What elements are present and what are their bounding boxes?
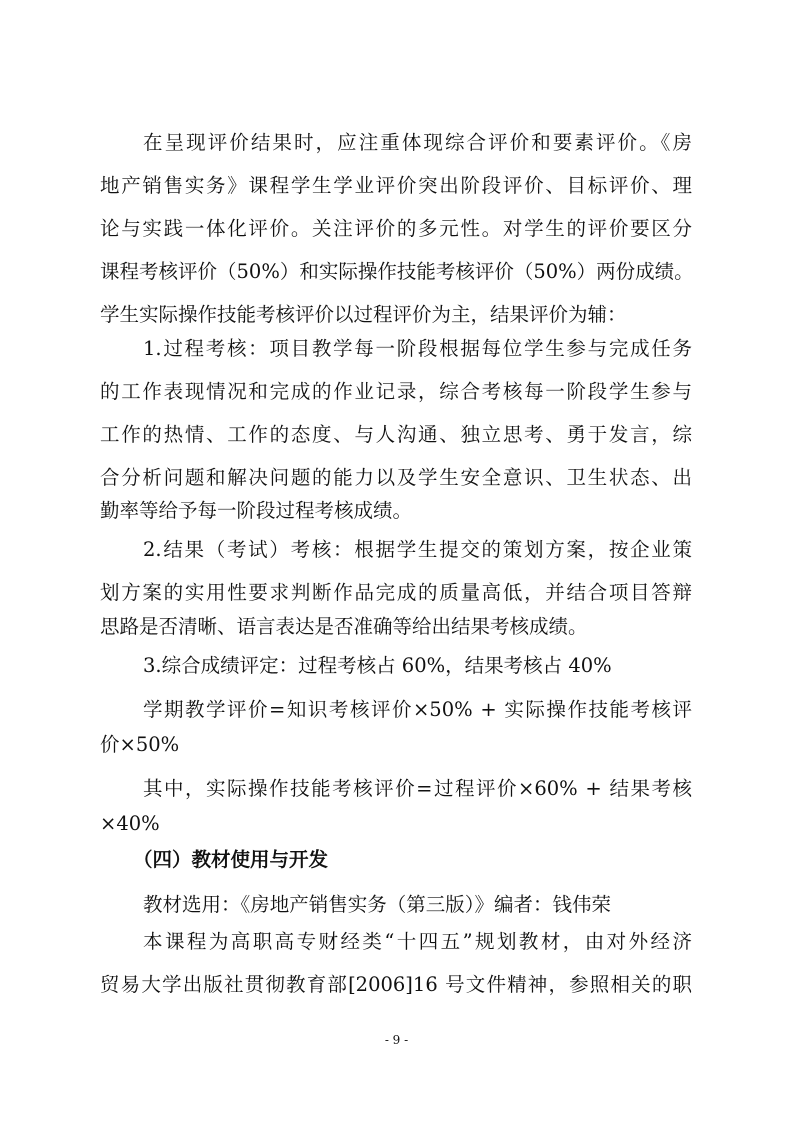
text-line: 贸易大学出版社贯彻教育部[2006]16 号文件精神，参照相关的职 — [100, 973, 692, 996]
text-line: 其中，实际操作技能考核评价=过程评价×60% + 结果考核 — [143, 777, 692, 800]
text-line: 合分析问题和解决问题的能力以及学生安全意识、卫生状态、出 — [100, 466, 692, 489]
text-line: 本课程为高职高专财经类“十四五”规划教材，由对外经济 — [143, 930, 692, 953]
text-line: 课程考核评价（50%）和实际操作技能考核评价（50%）两份成绩。 — [100, 260, 694, 283]
text-line: 思路是否清晰、语言表达是否准确等给出结果考核成绩。 — [100, 615, 588, 638]
text-line: 论与实践一体化评价。关注评价的多元性。对学生的评价要区分 — [100, 217, 692, 240]
page-number: - 9 - — [384, 1033, 409, 1047]
text-line: 学生实际操作技能考核评价以过程评价为主，结果评价为辅： — [100, 303, 627, 326]
text-line: 工作的热情、工作的态度、与人沟通、独立思考、勇于发言，综 — [100, 423, 692, 446]
text-line: 3.综合成绩评定：过程考核占 60%，结果考核占 40% — [143, 654, 612, 677]
text-line: 在呈现评价结果时，应注重体现综合评价和要素评价。《房 — [143, 131, 692, 154]
text-line: 勤率等给予每一阶段过程考核成绩。 — [100, 499, 413, 522]
text-line: 2.结果（考试）考核：根据学生提交的策划方案，按企业策 — [143, 538, 692, 561]
text-line: ×40% — [100, 812, 160, 835]
text-line: 划方案的实用性要求判断作品完成的质量高低，并结合项目答辩 — [100, 581, 692, 604]
text-line: 教材选用：《房地产销售实务（第三版）》编者：钱伟荣 — [143, 893, 612, 916]
section-heading: （四）教材使用与开发 — [133, 848, 329, 871]
text-line: 学期教学评价=知识考核评价×50% + 实际操作技能考核评 — [143, 698, 692, 721]
text-line: 价×50% — [100, 733, 180, 756]
text-line: 地产销售实务》课程学生学业评价突出阶段评价、目标评价、理 — [100, 174, 692, 197]
text-line: 的工作表现情况和完成的作业记录，综合考核每一阶段学生参与 — [100, 380, 692, 403]
text-line: 1.过程考核：项目教学每一阶段根据每位学生参与完成任务 — [143, 337, 692, 360]
